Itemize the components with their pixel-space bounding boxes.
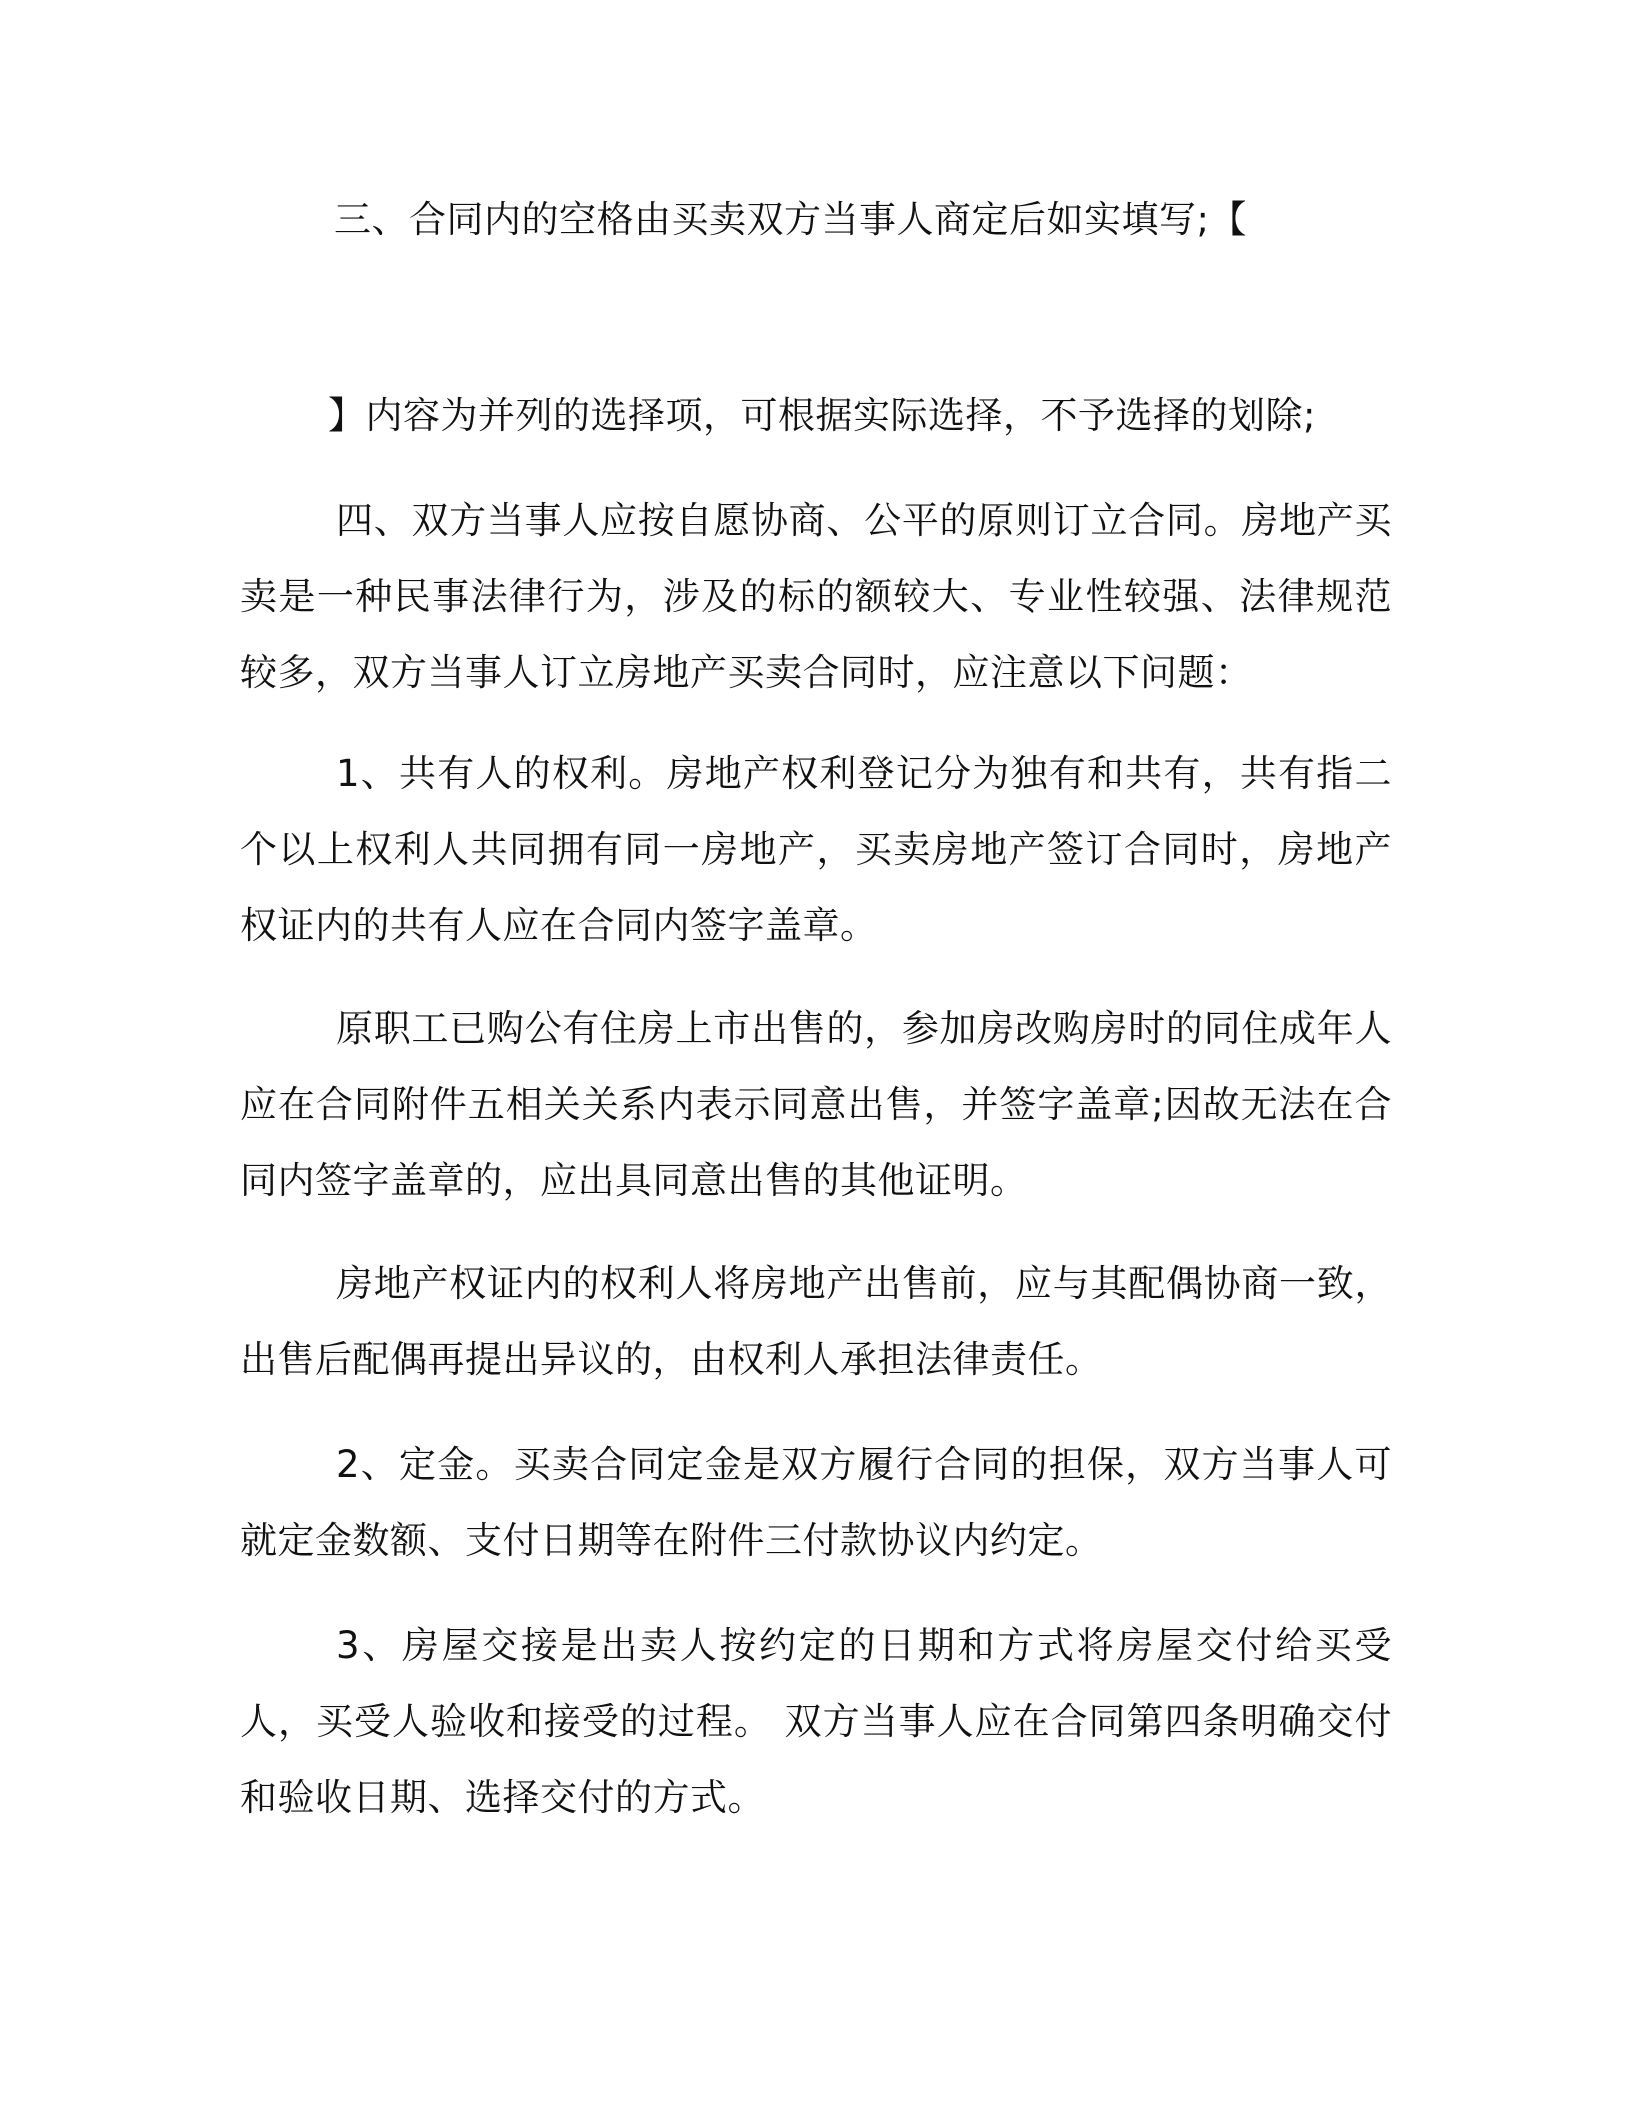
public-housing-sale-paragraph: 原职工已购公有住房上市出售的，参加房改购房时的同住成年人应在合同附件五相关关系内表示同意出售，并签字盖章;因故无法在合同内签字盖章的，应出具同意出售的其他证明。	[240, 1007, 1392, 1202]
item-1-co-owner-rights-paragraph: 1、共有人的权利。房地产权利登记分为独有和共有，共有指二个以上权利人共同拥有同一房地产，买卖房地产签订合同时，房地产权证内的共有人应在合同内签字盖章。	[240, 752, 1392, 947]
clause-three-line-1: 三、合同内的空格由买卖双方当事人商定后如实填写;【	[334, 198, 1247, 241]
clause-three-line-2: 】内容为并列的选择项，可根据实际选择，不予选择的划除;	[328, 394, 1316, 437]
item-2-deposit-paragraph: 2、定金。买卖合同定金是双方履行合同的担保，双方当事人可就定金数额、支付日期等在附件三付款协议内约定。	[240, 1443, 1392, 1562]
item-3-house-handover-paragraph: 3、房屋交接是出卖人按约定的日期和方式将房屋交付给买受人，买受人验收和接受的过程。 双方当事人应在合同第四条明确交付和验收日期、选择交付的方式。	[240, 1624, 1392, 1819]
clause-four-paragraph: 四、双方当事人应按自愿协商、公平的原则订立合同。房地产买卖是一种民事法律行为，涉及的标的额较大、专业性较强、法律规范较多，双方当事人订立房地产买卖合同时，应注意以下问题：	[240, 499, 1392, 694]
spouse-consent-paragraph: 房地产权证内的权利人将房地产出售前，应与其配偶协商一致，出售后配偶再提出异议的，由权利人承担法律责任。	[240, 1262, 1392, 1381]
